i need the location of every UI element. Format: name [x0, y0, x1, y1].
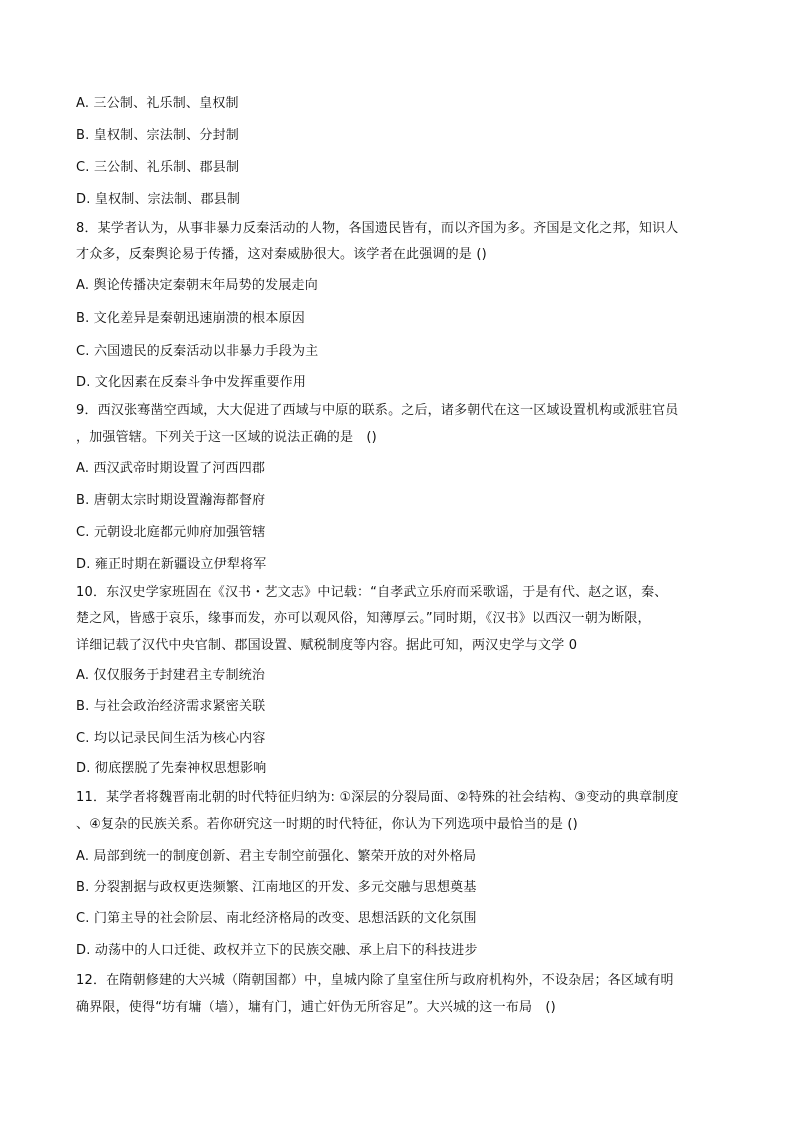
q7-option-d: D. 皇权制、宗法制、郡县制 — [76, 192, 241, 207]
q8-stem-line-1: 8．某学者认为，从事非暴力反秦活动的人物，各国遗民皆有，而以齐国为多。齐国是文化之邦，知识人 — [76, 221, 679, 236]
q9-option-b: B. 唐朝太宗时期设置瀚海都督府 — [76, 493, 266, 508]
q7-option-b: B. 皇权制、宗法制、分封制 — [76, 128, 239, 143]
q11-option-b: B. 分裂割据与政权更迭频繁、江南地区的开发、多元交融与思想奠基 — [76, 880, 477, 895]
q10-option-d: D. 彻底摆脱了先秦神权思想影响 — [76, 761, 267, 776]
q11-stem-line-1: 11．某学者将魏晋南北朝的时代特征归纳为: ①深层的分裂局面、②特殊的社会结构、③变动的典章制度 — [76, 790, 679, 805]
q10-option-b: B. 与社会政治经济需求紧密关联 — [76, 699, 266, 714]
q8-stem-line-2: 才众多，反秦舆论易于传播，这对秦威胁很大。该学者在此强调的是 () — [76, 247, 487, 262]
q11-option-c: C. 门第主导的社会阶层、南北经济格局的改变、思想活跃的文化氛围 — [76, 911, 477, 926]
q12-stem-line-1: 12．在隋朝修建的大兴城（隋朝国都）中，皇城内除了皇室住所与政府机构外，不设杂居；各区域有明 — [76, 973, 674, 988]
q11-option-d: D. 动荡中的人口迁徙、政权并立下的民族交融、承上启下的科技进步 — [76, 943, 478, 958]
q8-option-b: B. 文化差异是秦朝迅速崩溃的根本原因 — [76, 311, 305, 326]
q10-stem-line-3: 详细记载了汉代中央官制、郡国设置、赋税制度等内容。据此可知，两汉史学与文学 0 — [76, 638, 578, 653]
q8-option-a: A. 舆论传播决定秦朝末年局势的发展走向 — [76, 278, 318, 293]
q7-option-a: A. 三公制、礼乐制、皇权制 — [76, 96, 239, 111]
q11-stem-line-2: 、④复杂的民族关系。若你研究这一时期的时代特征，你认为下列选项中最恰当的是 () — [76, 817, 578, 832]
q9-option-c: C. 元朝设北庭都元帅府加强管辖 — [76, 525, 266, 540]
q9-stem-line-1: 9．西汉张骞凿空西域，大大促进了西域与中原的联系。之后，诸多朝代在这一区域设置机构或派驻官员 — [76, 403, 679, 418]
q10-option-a: A. 仅仅服务于封建君主专制统治 — [76, 668, 266, 683]
q9-option-a: A. 西汉武帝时期设置了河西四郡 — [76, 461, 266, 476]
q7-option-c: C. 三公制、礼乐制、郡县制 — [76, 160, 240, 175]
q9-option-d: D. 雍正时期在新疆设立伊犁将军 — [76, 557, 267, 572]
q9-stem-line-2: ，加强管辖。下列关于这一区域的说法正确的是 () — [76, 430, 377, 445]
q11-option-a: A. 局部到统一的制度创新、君主专制空前强化、繁荣开放的对外格局 — [76, 849, 477, 864]
q10-stem-line-1: 10．东汉史学家班固在《汉书・艺文志》中记载：“自孝武立乐府而采歌谣，于是有代、赵之讴，秦、 — [76, 585, 668, 600]
q10-option-c: C. 均以记录民间生活为核心内容 — [76, 731, 266, 746]
q8-option-c: C. 六国遗民的反秦活动以非暴力手段为主 — [76, 344, 319, 359]
q8-option-d: D. 文化因素在反秦斗争中发挥重要作用 — [76, 375, 307, 390]
q12-stem-line-2: 确界限，使得“坊有墉（墙），墉有门，逋亡奸伪无所容足”。大兴城的这一布局 () — [76, 1000, 556, 1015]
q10-stem-line-2: 楚之风，皆感于哀乐，缘事而发，亦可以观风俗，知薄厚云。”同时期，《汉书》以西汉一朝为断限， — [76, 611, 651, 626]
